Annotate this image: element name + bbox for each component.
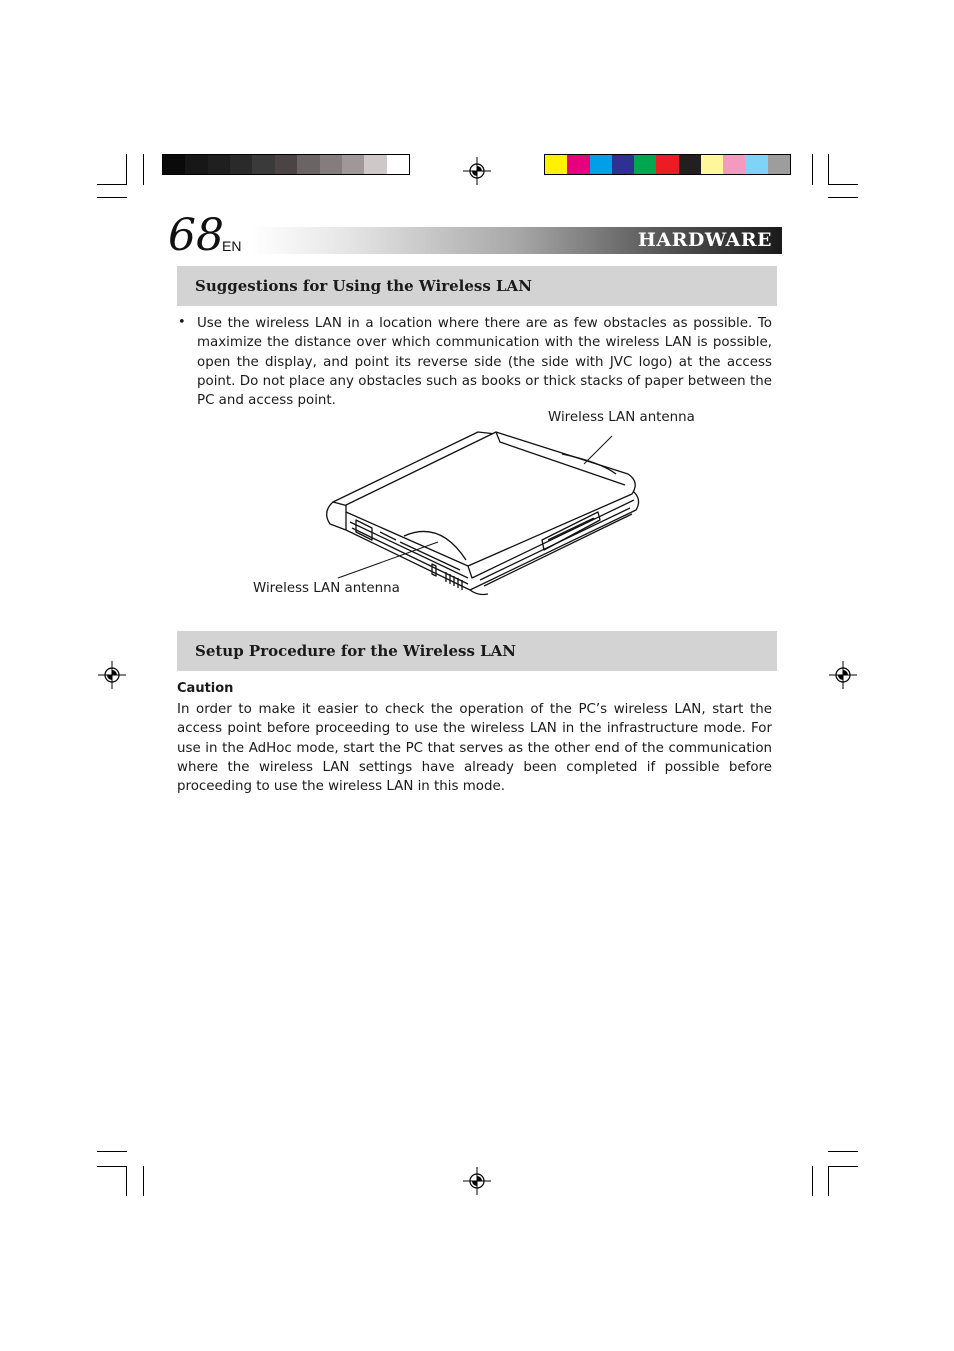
crop-mark <box>126 1166 127 1196</box>
calibration-swatch <box>656 155 678 174</box>
calibration-swatch <box>768 155 790 174</box>
calibration-swatch <box>275 155 297 174</box>
figure-label-antenna-top: Wireless LAN antenna <box>548 410 695 425</box>
section-title: HARDWARE <box>637 229 772 251</box>
crop-mark <box>812 1166 813 1196</box>
calibration-swatch <box>163 155 185 174</box>
laptop-illustration <box>320 428 650 600</box>
calibration-swatch <box>634 155 656 174</box>
calibration-swatch <box>745 155 767 174</box>
crop-mark <box>97 197 127 198</box>
figure-label-antenna-bottom: Wireless LAN antenna <box>253 581 400 596</box>
calibration-swatch <box>230 155 252 174</box>
calibration-swatch <box>185 155 207 174</box>
crop-mark <box>828 1166 829 1196</box>
calibration-swatch <box>545 155 567 174</box>
calibration-swatch <box>320 155 342 174</box>
crop-mark <box>828 1151 858 1152</box>
calibration-swatch <box>208 155 230 174</box>
crop-mark <box>828 1166 858 1167</box>
crop-mark <box>97 1166 127 1167</box>
calibration-swatch <box>297 155 319 174</box>
color-calibration-bar <box>544 154 791 175</box>
crop-mark <box>828 154 829 185</box>
caution-label: Caution <box>177 681 234 696</box>
calibration-swatch <box>723 155 745 174</box>
registration-mark-icon <box>463 157 491 185</box>
bullet-paragraph: Use the wireless LAN in a location where there are as few obstacles as possible. To maximize the distance over which communication with the wireless LAN is possible, open the display, and point its reverse side (the side with JVC logo) at the access point. Do not place any obstacles such as books or thick stacks of paper between the PC and access point. <box>197 316 772 409</box>
registration-mark-icon <box>829 661 857 689</box>
calibration-swatch <box>364 155 386 174</box>
calibration-swatch <box>679 155 701 174</box>
crop-mark <box>126 154 127 185</box>
calibration-swatch <box>590 155 612 174</box>
calibration-swatch <box>612 155 634 174</box>
crop-mark <box>143 1166 144 1196</box>
registration-mark-icon <box>463 1167 491 1195</box>
registration-mark-icon <box>98 661 126 689</box>
crop-mark <box>97 184 127 185</box>
calibration-swatch <box>387 155 409 174</box>
crop-mark <box>828 184 858 185</box>
crop-mark <box>143 154 144 185</box>
page-number: 68 <box>168 210 224 261</box>
bullet-marker: • <box>178 315 186 330</box>
calibration-swatch <box>567 155 589 174</box>
page-language-suffix: EN <box>222 238 242 254</box>
crop-mark <box>828 197 858 198</box>
section-heading-suggestions: Suggestions for Using the Wireless LAN <box>177 266 777 306</box>
calibration-swatch <box>342 155 364 174</box>
calibration-swatch <box>252 155 274 174</box>
crop-mark <box>97 1151 127 1152</box>
crop-mark <box>812 154 813 185</box>
grayscale-calibration-bar <box>162 154 410 175</box>
section-heading-setup: Setup Procedure for the Wireless LAN <box>177 631 777 671</box>
calibration-swatch <box>701 155 723 174</box>
caution-paragraph: In order to make it easier to check the operation of the PC’s wireless LAN, start the access point before proceeding to use the wireless LAN in the infrastructure mode. For use in the AdHoc mode, start the PC that serves as the other end of the communication where the wireless LAN settings have already been completed if possible before proceeding to use the wireless LAN in this mode. <box>177 702 772 795</box>
